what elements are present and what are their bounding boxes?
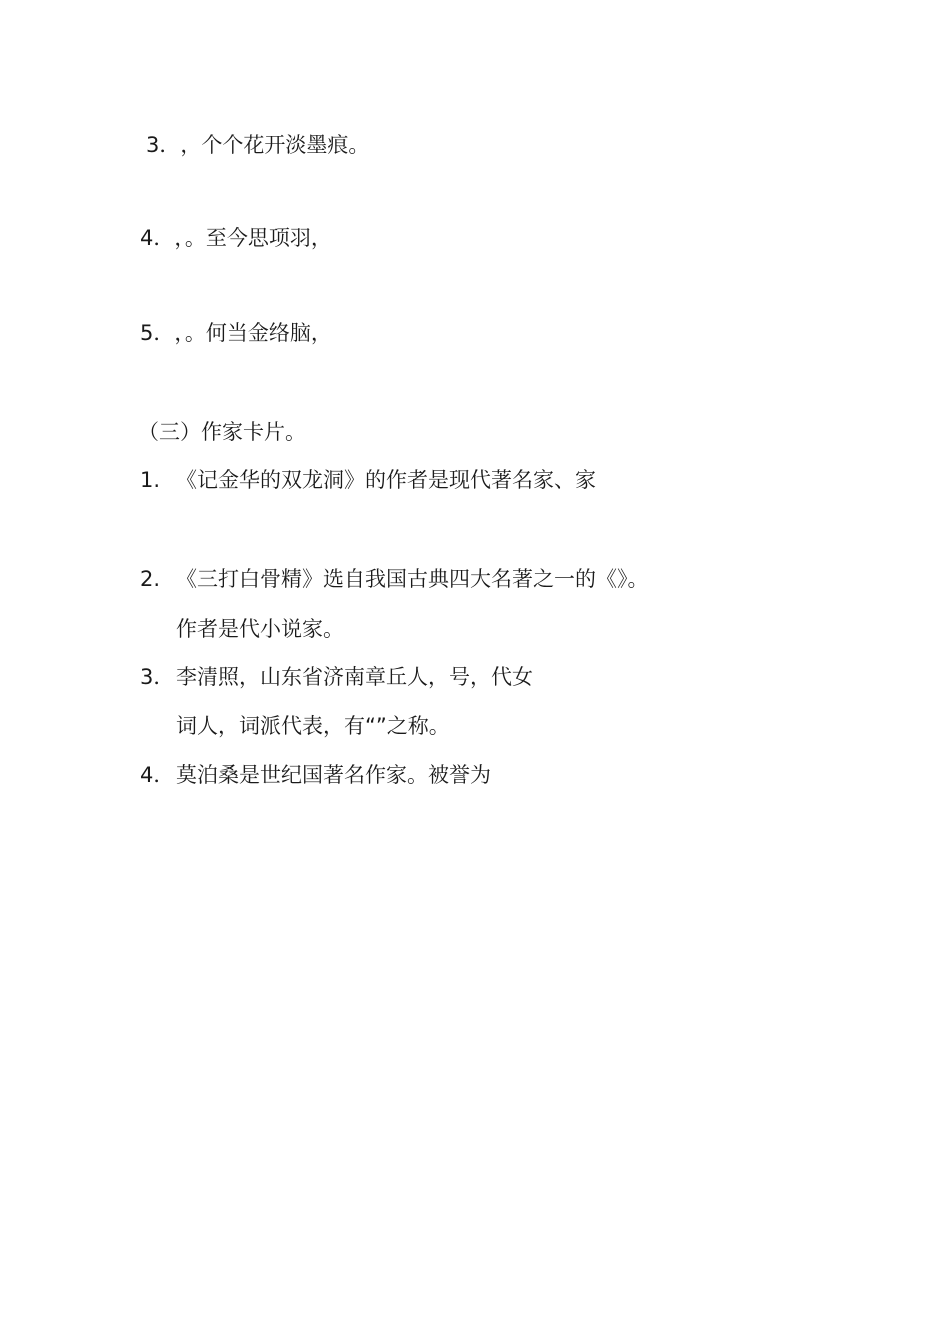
poem-item-5 bbox=[140, 319, 332, 347]
item-text: ，个个花开淡墨痕。 bbox=[180, 133, 370, 157]
item-number: 4． bbox=[140, 763, 175, 787]
author-card-item-3 bbox=[140, 663, 533, 691]
author-card-item-2 bbox=[140, 565, 649, 593]
item-text: ，。至今思项羽， bbox=[174, 226, 332, 250]
item-text: 莫泊桑是世纪国著名作家。被誉为 bbox=[176, 763, 491, 787]
author-card-item-1 bbox=[140, 466, 596, 494]
item-number: 2. bbox=[140, 567, 161, 591]
item-number: 4． bbox=[140, 226, 175, 250]
author-card-item-2-continuation: 作者是代小说家。 bbox=[176, 617, 344, 641]
item-text: 李清照，山东省济南章丘人，号，代女 bbox=[176, 665, 533, 689]
poem-item-4 bbox=[140, 224, 332, 252]
author-card-item-4 bbox=[140, 761, 491, 789]
item-number: 5． bbox=[140, 321, 175, 345]
poem-item-3 bbox=[146, 131, 369, 159]
author-card-item-3-continuation: 词人，词派代表，有“”之称。 bbox=[176, 714, 450, 738]
item-text: ，。何当金络脑， bbox=[174, 321, 332, 345]
item-text: 《三打白骨精》选自我国古典四大名著之一的《》。 bbox=[176, 567, 649, 591]
item-number: 3． bbox=[140, 665, 175, 689]
item-number: 3． bbox=[146, 133, 181, 157]
item-number: 1. bbox=[140, 468, 161, 492]
section-heading: （三）作家卡片。 bbox=[138, 420, 306, 444]
item-text: 《记金华的双龙洞》的作者是现代著名家、家 bbox=[176, 468, 596, 492]
